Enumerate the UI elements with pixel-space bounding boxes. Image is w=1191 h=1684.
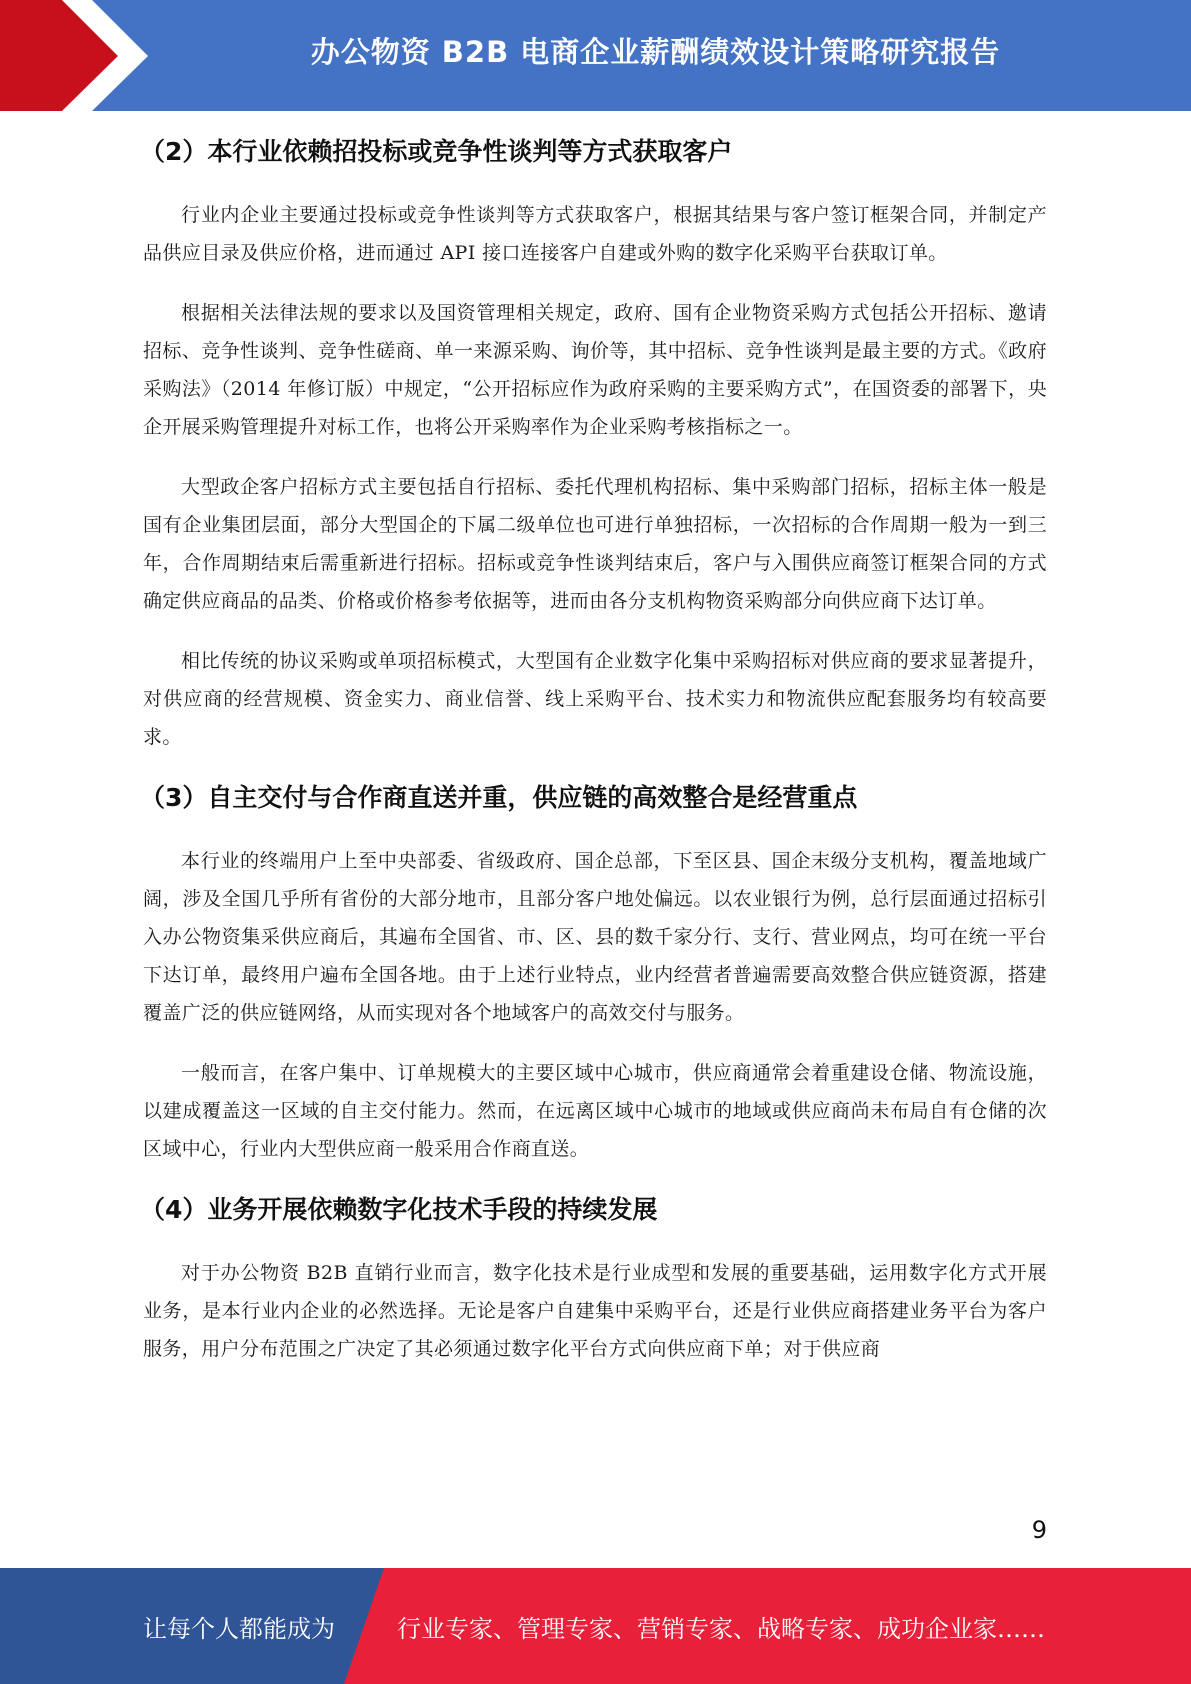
report-title: 办公物资 B2B 电商企业薪酬绩效设计策略研究报告 [310, 34, 1001, 69]
document-body [140, 118, 1047, 1390]
footer-slogan-right: 行业专家、管理专家、营销专家、战略专家、成功企业家…… [397, 1614, 1045, 1643]
paragraph: 对于办公物资 B2B 直销行业而言，数字化技术是行业成型和发展的重要基础，运用数字化方式开展业务，是本行业内企业的必然选择。无论是客户自建集中采购平台，还是行业供应商搭建业务平台为客户服务，用户分布范围之广决定了其必须通过数字化平台方式向供应商下单；对于供应商 [143, 1262, 1047, 1360]
section-heading: （4）业务开展依赖数字化技术手段的持续发展 [140, 1195, 658, 1224]
paragraph: 根据相关法律法规的要求以及国资管理相关规定，政府、国有企业物资采购方式包括公开招标、邀请招标、竞争性谈判、竞争性磋商、单一来源采购、询价等，其中招标、竞争性谈判是最主要的方式。《政府采购法》（2014 年修订版）中规定，“公开招标应作为政府采购的主要采购方式”，在国资委的部署下，央企开展采购管理提升对标工作，也将公开采购率作为企业采购考核指标之一。 [143, 302, 1047, 438]
section-heading: （2）本行业依赖招投标或竞争性谈判等方式获取客户 [140, 137, 733, 166]
section-heading: （3）自主交付与合作商直送并重，供应链的高效整合是经营重点 [140, 783, 858, 812]
paragraph: 相比传统的协议采购或单项招标模式，大型国有企业数字化集中采购招标对供应商的要求显著提升，对供应商的经营规模、资金实力、商业信誉、线上采购平台、技术实力和物流供应配套服务均有较高要求。 [143, 650, 1047, 748]
paragraph: 行业内企业主要通过投标或竞争性谈判等方式获取客户，根据其结果与客户签订框架合同，并制定产品供应目录及供应价格，进而通过 API 接口连接客户自建或外购的数字化采购平台获取订单。 [143, 204, 1047, 264]
page-footer [0, 1568, 1191, 1684]
paragraph: 大型政企客户招标方式主要包括自行招标、委托代理机构招标、集中采购部门招标，招标主体一般是国有企业集团层面，部分大型国企的下属二级单位也可进行单独招标，一次招标的合作周期一般为一到三年，合作周期结束后需重新进行招标。招标或竞争性谈判结束后，客户与入围供应商签订框架合同的方式确定供应商品的品类、价格或价格参考依据等，进而由各分支机构物资采购部分向供应商下达订单。 [143, 476, 1047, 612]
footer-slogan-left: 让每个人都能成为 [143, 1614, 335, 1643]
paragraph: 本行业的终端用户上至中央部委、省级政府、国企总部，下至区县、国企末级分支机构，覆盖地域广阔，涉及全国几乎所有省份的大部分地市，且部分客户地处偏远。以农业银行为例，总行层面通过招标引入办公物资集采供应商后，其遍布全国省、市、区、县的数千家分行、支行、营业网点，均可在统一平台下达订单，最终用户遍布全国各地。由于上述行业特点，业内经营者普遍需要高效整合供应链资源，搭建覆盖广泛的供应链网络，从而实现对各个地域客户的高效交付与服务。 [143, 850, 1047, 1024]
paragraph: 一般而言，在客户集中、订单规模大的主要区域中心城市，供应商通常会着重建设仓储、物流设施，以建成覆盖这一区域的自主交付能力。然而，在远离区域中心城市的地域或供应商尚未布局自有仓储的次区域中心，行业内大型供应商一般采用合作商直送。 [143, 1062, 1047, 1160]
header-red-chevron-icon [0, 0, 160, 111]
page-number: 9 [1031, 1516, 1047, 1544]
page-header [0, 0, 1191, 111]
